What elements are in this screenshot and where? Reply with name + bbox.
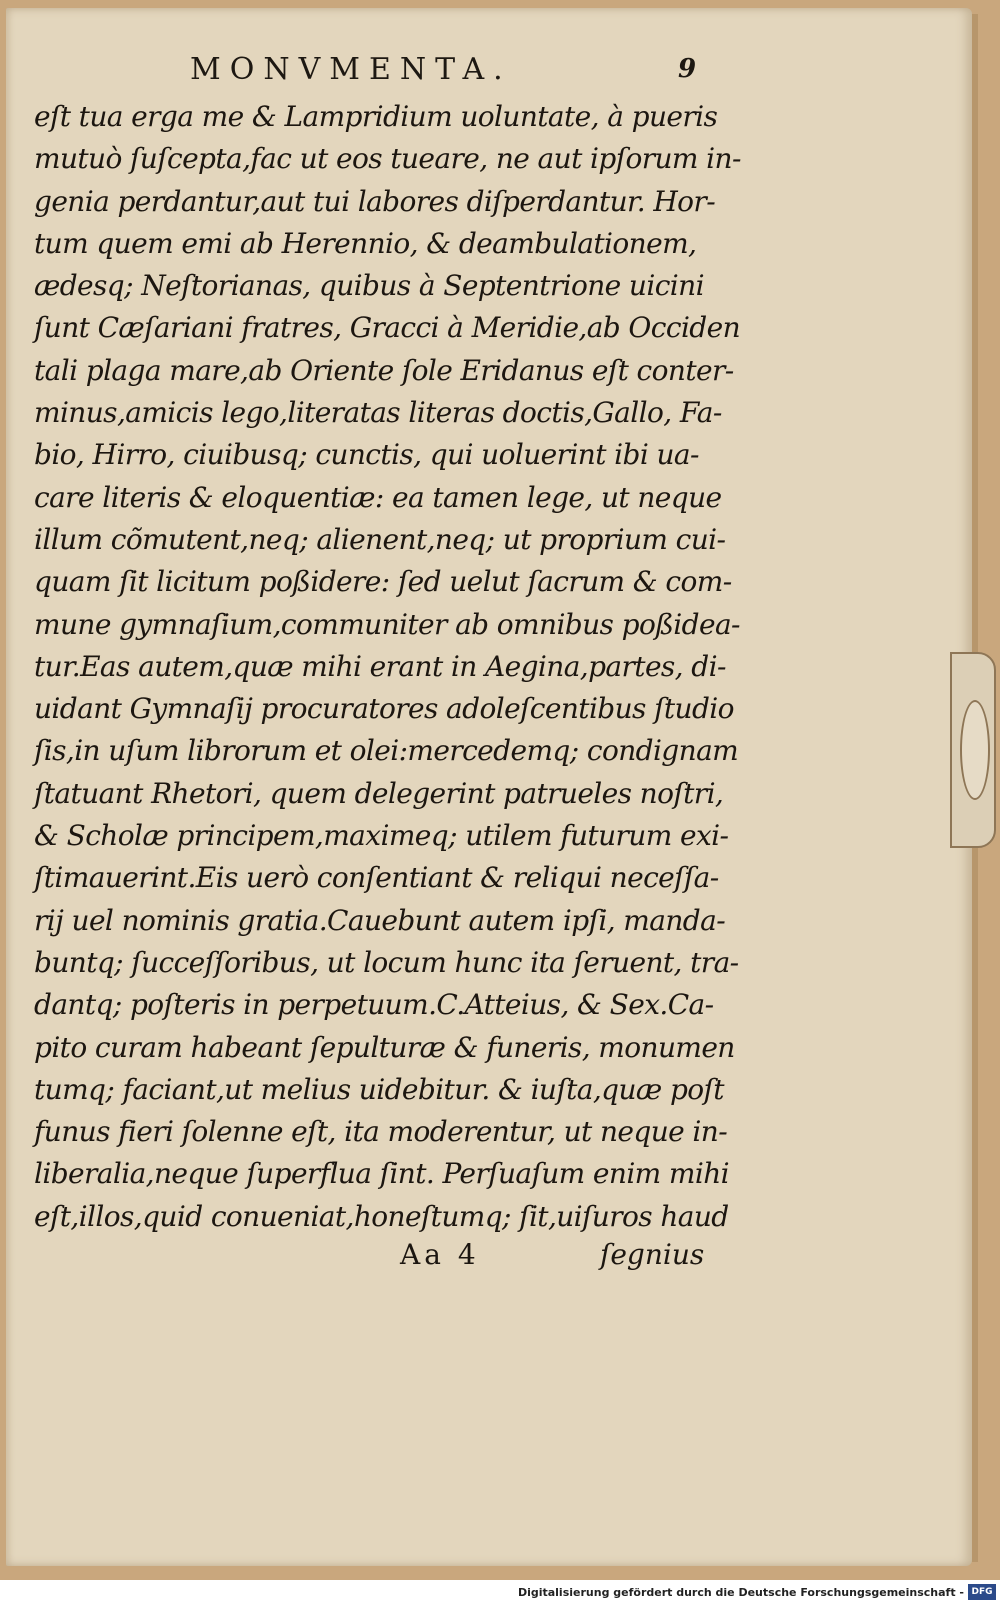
folio-number: 9 xyxy=(678,54,697,84)
text-line: tur.Eas autem,quæ mihi erant in Aegina,partes, di- xyxy=(34,649,726,683)
text-line: tum quem emi ab Herennio, & deambulationem, xyxy=(34,226,697,260)
page-clip-ring xyxy=(960,700,990,800)
text-line: ſtimauerint.Eis uerò conſentiant & reliqui neceſſa- xyxy=(34,861,719,895)
page-header xyxy=(190,52,710,96)
text-line: care literis & eloquentiæ: ea tamen lege, ut neque xyxy=(34,480,722,514)
text-line: illum cõmutent,neq; alienent,neq; ut proprium cui- xyxy=(34,522,726,556)
text-line: ædesq; Neſtorianas, quibus à Septentrione uicini xyxy=(34,269,704,303)
text-line: mutuò ſuſcepta,fac ut eos tueare, ne aut ipſorum in- xyxy=(34,142,741,176)
page-footer xyxy=(400,1238,710,1278)
text-line: minus,amicis lego,literatas literas doctis,Gallo, Fa- xyxy=(34,396,722,430)
running-head: MONVMENTA. xyxy=(190,52,512,87)
text-line: pito curam habeant ſepulturæ & funeris, monumen xyxy=(34,1030,735,1064)
text-line: uidant Gymnaſij procuratores adoleſcentibus ſtudio xyxy=(34,692,734,726)
text-line: ſtatuant Rhetori, quem delegerint patrueles noſtri, xyxy=(34,776,724,810)
text-line: rij uel nominis gratia.Cauebunt autem ipſi, manda- xyxy=(34,903,726,937)
catchword: ſegnius xyxy=(600,1238,705,1271)
text-line: eſt tua erga me & Lampridium uoluntate, à pueris xyxy=(34,100,718,133)
credit-bar xyxy=(0,1580,1000,1607)
text-line: dantq; poſteris in perpetuum.C.Atteius, & Sex.Ca- xyxy=(34,988,714,1022)
text-line: liberalia,neque ſuperflua ſint. Perſuaſum enim mihi xyxy=(34,1157,730,1191)
text-line: genia perdantur,aut tui labores diſperdantur. Hor- xyxy=(34,184,716,218)
text-line: tali plaga mare,ab Oriente ſole Eridanus eſt conter- xyxy=(34,353,734,387)
signature-mark: Aa 4 xyxy=(400,1238,480,1271)
text-line: buntq; ſucceſſoribus, ut locum hunc ita ſeruent, tra- xyxy=(34,945,739,979)
text-line: ſis,in uſum librorum et olei:mercedemq; condignam xyxy=(34,734,739,768)
text-line: eſt,illos,quid conueniat,honeſtumq; ſit,uiſuros haud xyxy=(34,1199,729,1233)
text-line: bio, Hirro, ciuibusq; cunctis, qui uoluerint ibi ua- xyxy=(34,438,699,472)
text-line: quam ſit licitum poßidere: ſed uelut ſacrum & com- xyxy=(34,565,732,599)
dfg-logo: DFG xyxy=(968,1584,996,1600)
text-line: mune gymnaſium,communiter ab omnibus poßidea- xyxy=(34,607,740,641)
text-line: tumq; faciant,ut melius uidebitur. & iuſta,quæ poſt xyxy=(34,1072,724,1106)
text-line: funus fieri ſolenne eſt, ita moderentur, ut neque in- xyxy=(34,1115,728,1149)
body-text xyxy=(34,96,741,1238)
funding-credit: Digitalisierung gefördert durch die Deutsche Forschungsgemeinschaft - xyxy=(517,1586,964,1599)
text-line: & Scholæ principem,maximeq; utilem futurum exi- xyxy=(34,819,729,853)
text-line: ſunt Cæſariani fratres, Gracci à Meridie,ab Occiden xyxy=(34,311,741,345)
